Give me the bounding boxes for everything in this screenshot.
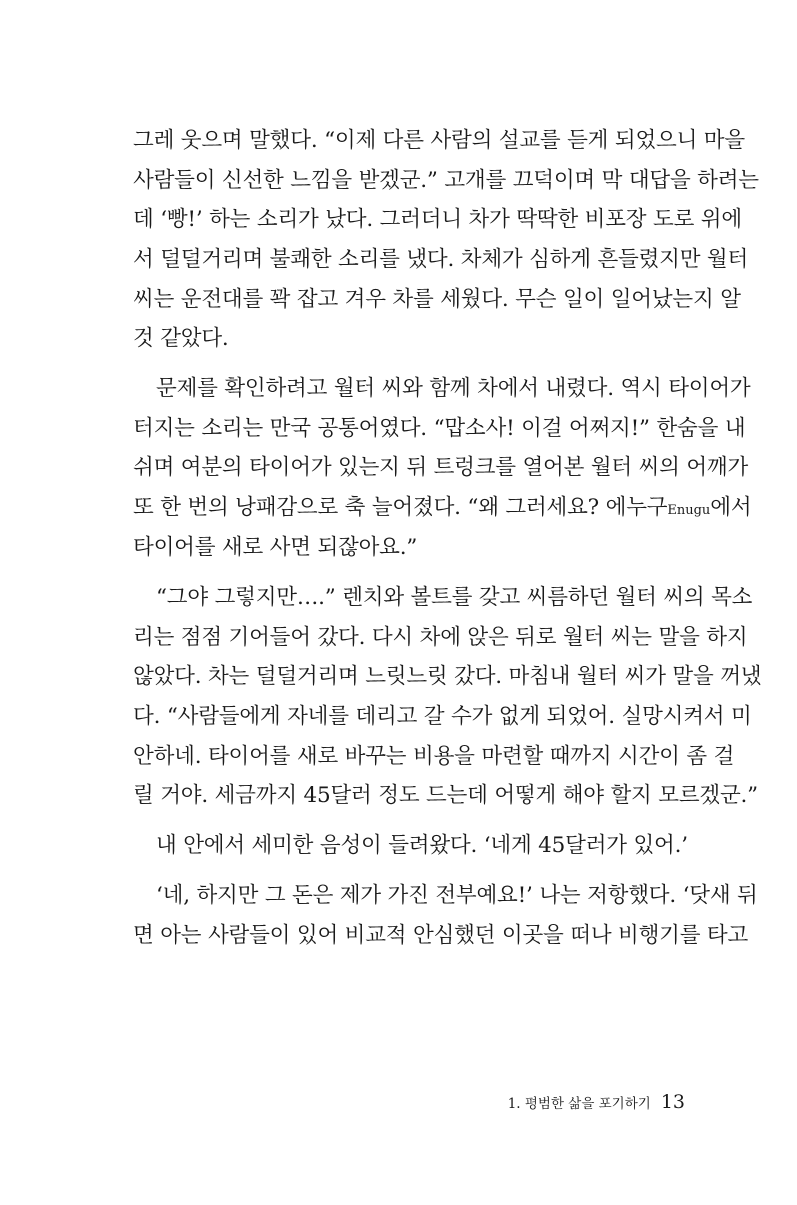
body-line: 쉬며 여분의 타이어가 있는지 뒤 트렁크를 열어본 월터 씨의 어깨가 (133, 455, 749, 480)
body-line: 문제를 확인하려고 월터 씨와 함께 차에서 내렸다. 역시 타이어가 (156, 376, 751, 401)
body-line: 릴 거야. 세금까지 45달러 정도 드는데 어떻게 해야 할지 모르겠군.” (133, 783, 758, 808)
body-line: “그야 그렇지만….” 렌치와 볼트를 갖고 씨름하던 월터 씨의 목소 (156, 585, 753, 610)
body-line: 면 아는 사람들이 있어 비교적 안심했던 이곳을 떠나 비행기를 타고 (133, 923, 749, 948)
body-line: 서 덜덜거리며 불쾌한 소리를 냈다. 차체가 심하게 흔들렸지만 월터 (133, 247, 749, 272)
body-line: ‘네, 하지만 그 돈은 제가 가진 전부예요!’ 나는 저항했다. ‘닷새 뒤 (156, 883, 758, 908)
body-line: 안하네. 타이어를 새로 바꾸는 비용을 마련할 때까지 시간이 좀 걸 (133, 744, 735, 769)
body-line: 터지는 소리는 만국 공통어였다. “맙소사! 이걸 어쩌지!” 한숨을 내 (133, 416, 746, 441)
body-line: 데 ‘빵!’ 하는 소리가 났다. 그러더니 차가 딱딱한 비포장 도로 위에 (133, 207, 742, 232)
page-number: 13 (660, 1091, 685, 1113)
body-line: 사람들이 신선한 느낌을 받겠군.” 고개를 끄덕이며 막 대답을 하려는 (133, 168, 759, 193)
body-text: 또 한 번의 낭패감으로 축 늘어졌다. “왜 그러세요? 에누구 (133, 495, 668, 520)
body-line: 것 같았다. (133, 326, 229, 351)
body-line: 그레 웃으며 말했다. “이제 다른 사람의 설교를 듣게 되었으니 마을 (133, 128, 745, 153)
romanized-gloss: Enugu (667, 503, 711, 518)
body-text: 에서 (710, 495, 752, 520)
body-line: 다. “사람들에게 자네를 데리고 갈 수가 없게 되었어. 실망시켜서 미 (133, 704, 752, 729)
body-line: 리는 점점 기어들어 갔다. 다시 차에 앉은 뒤로 월터 씨는 말을 하지 (133, 625, 748, 650)
running-chapter-title: 1. 평범한 삶을 포기하기 (507, 1096, 651, 1112)
body-line: 타이어를 새로 사면 되잖아요.” (133, 535, 418, 560)
page-footer (508, 1087, 685, 1117)
body-line: 내 안에서 세미한 음성이 들려왔다. ‘네게 45달러가 있어.’ (156, 833, 688, 858)
body-line: 씨는 운전대를 꽉 잡고 겨우 차를 세웠다. 무슨 일이 일어났는지 알 (133, 287, 741, 312)
body-line (133, 488, 752, 528)
body-line: 않았다. 차는 덜덜거리며 느릿느릿 갔다. 마침내 월터 씨가 말을 꺼냈 (133, 664, 762, 689)
